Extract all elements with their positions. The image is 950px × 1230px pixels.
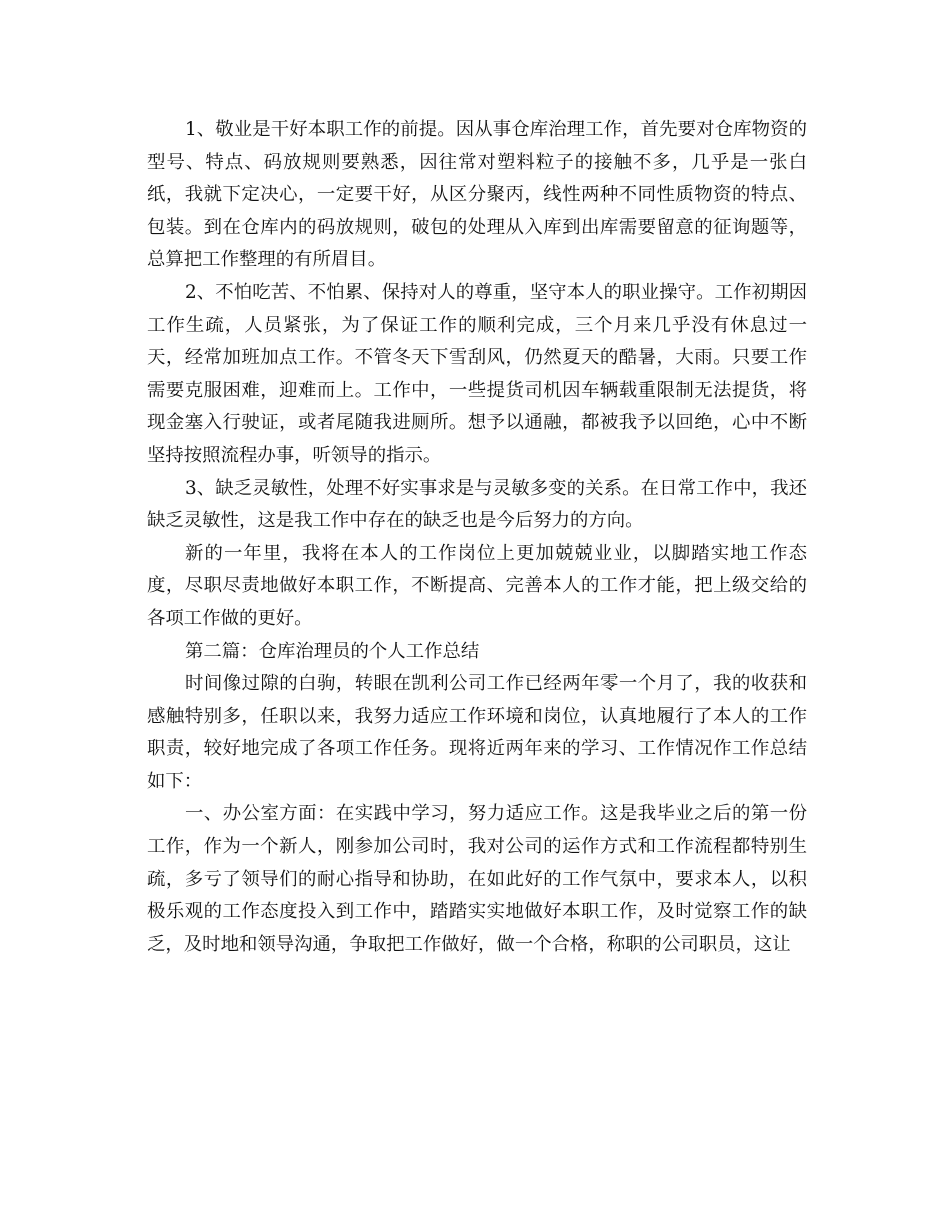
paragraph-dedication: 1、敬业是干好本职工作的前提。因从事仓库治理工作，首先要对仓库物资的型号、特点、码放规则要熟悉，因往常对塑料粒子的接触不多，几乎是一张白纸，我就下定决心，一定要干好，从区分聚丙，线性两种不同性质物资的特点、包装。到在仓库内的码放规则，破包的处理从入库到出库需要留意的征询题等，总算把工作整理的有所眉目。 <box>147 119 807 271</box>
document-body <box>147 114 807 961</box>
paragraph-flexibility: 3、缺乏灵敏性，处理不好实事求是与灵敏多变的关系。在日常工作中，我还缺乏灵敏性，这是我工作中存在的缺乏也是今后努力的方向。 <box>147 477 807 532</box>
section-heading-second: 第二篇：仓库治理员的个人工作总结 <box>185 640 480 662</box>
paragraph-office: 一、办公室方面：在实践中学习，努力适应工作。这是我毕业之后的第一份工作，作为一个新人，刚参加公司时，我对公司的运作方式和工作流程都特别生疏，多亏了领导们的耐心指导和协助，在如此好的工作气氛中，要求本人，以积极乐观的工作态度投入到工作中，踏踏实实地做好本职工作，及时觉察工作的缺乏，及时地和领导沟通，争取把工作做好，做一个合格，称职的公司职员，这让 <box>147 803 807 955</box>
paragraph-hardwork: 2、不怕吃苦、不怕累、保持对人的尊重，坚守本人的职业操守。工作初期因工作生疏，人员紧张，为了保证工作的顺利完成，三个月来几乎没有休息过一天，经常加班加点工作。不管冬天下雪刮风，仍然夏天的酷暑，大雨。只要工作需要克服困难，迎难而上。工作中，一些提货司机因车辆载重限制无法提货，将现金塞入行驶证，或者尾随我进厕所。想予以通融，都被我予以回绝，心中不断坚持按照流程办事，听领导的指示。 <box>147 281 807 466</box>
paragraph-intro: 时间像过隙的白驹，转眼在凯利公司工作已经两年零一个月了，我的收获和感触特别多，任职以来，我努力适应工作环境和岗位，认真地履行了本人的工作职责，较好地完成了各项工作任务。现将近两年来的学习、工作情况作工作总结如下： <box>147 673 807 792</box>
paragraph-new-year: 新的一年里，我将在本人的工作岗位上更加兢兢业业，以脚踏实地工作态度，尽职尽责地做好本职工作，不断提高、完善本人的工作才能，把上级交给的各项工作做的更好。 <box>147 542 807 629</box>
